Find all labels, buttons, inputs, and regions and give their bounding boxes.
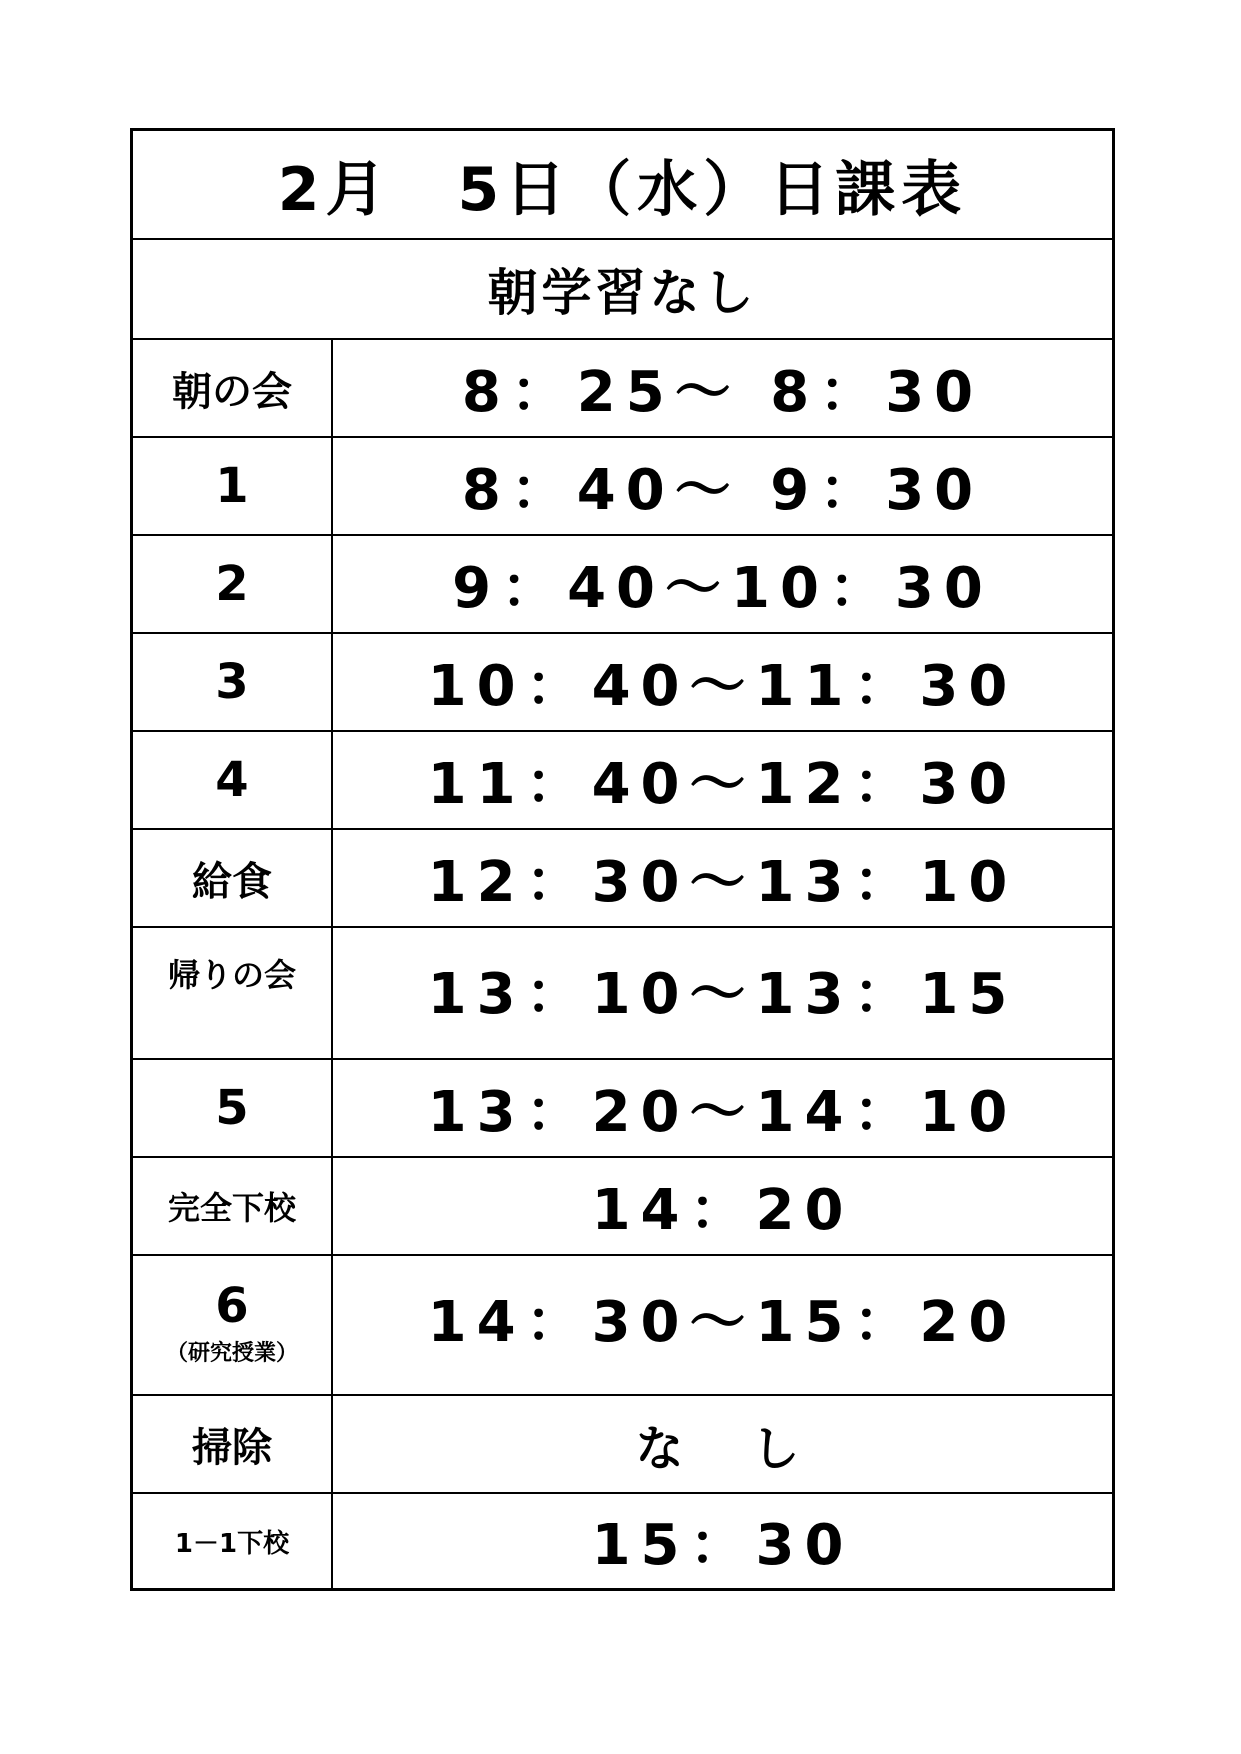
title-cell xyxy=(133,131,1112,238)
subtitle-cell xyxy=(133,240,1112,338)
period-time: 15：30 xyxy=(591,1513,854,1578)
period-label-text: 1 xyxy=(215,458,249,514)
schedule-row xyxy=(133,338,1112,436)
period-label-text: 朝の会 xyxy=(172,368,292,415)
period-label xyxy=(133,1396,333,1492)
schedule-row xyxy=(133,1254,1112,1394)
period-label-text: 1－1下校 xyxy=(174,1528,290,1559)
schedule-row xyxy=(133,534,1112,632)
morning-study-note: 朝学習なし xyxy=(487,264,758,322)
subtitle-row xyxy=(133,238,1112,338)
period-label-text: 4 xyxy=(215,752,249,808)
period-time: 12：30〜13：10 xyxy=(427,850,1018,915)
schedule-row xyxy=(133,926,1112,1058)
period-label-text: 給食 xyxy=(192,858,272,905)
period-label xyxy=(133,1494,333,1588)
period-time: 8：40〜 9：30 xyxy=(461,458,984,523)
period-time: 14：20 xyxy=(591,1178,854,1243)
period-time: 14：30〜15：20 xyxy=(427,1290,1018,1355)
period-note: （研究授業） xyxy=(165,1341,298,1366)
schedule-row xyxy=(133,1058,1112,1156)
period-label xyxy=(133,928,333,1058)
period-time: 13：20〜14：10 xyxy=(427,1080,1018,1145)
schedule-row xyxy=(133,1492,1112,1588)
period-label xyxy=(133,634,333,730)
schedule-row xyxy=(133,1394,1112,1492)
period-label-text: 完全下校 xyxy=(167,1189,296,1227)
period-label-text: 帰りの会 xyxy=(167,956,296,994)
schedule-row xyxy=(133,632,1112,730)
period-label xyxy=(133,1256,333,1394)
period-label xyxy=(133,340,333,436)
period-time: 8：25〜 8：30 xyxy=(461,360,984,425)
period-label-text: 6 xyxy=(215,1278,249,1334)
title-row xyxy=(133,131,1112,238)
schedule-row xyxy=(133,730,1112,828)
period-label xyxy=(133,536,333,632)
period-label xyxy=(133,1060,333,1156)
period-time: 10：40〜11：30 xyxy=(427,654,1018,719)
period-label-text: 2 xyxy=(215,556,249,612)
schedule-row xyxy=(133,1156,1112,1254)
period-time: 11：40〜12：30 xyxy=(427,752,1018,817)
period-time: 9：40〜10：30 xyxy=(452,556,993,621)
period-label xyxy=(133,438,333,534)
schedule-table xyxy=(130,128,1115,1591)
period-label-text: 3 xyxy=(215,654,249,710)
period-time: 13：10〜13：15 xyxy=(427,962,1018,1027)
period-label-text: 掃除 xyxy=(192,1424,272,1471)
schedule-row xyxy=(133,436,1112,534)
period-label xyxy=(133,732,333,828)
period-time: な し xyxy=(635,1420,810,1477)
period-label-text: 5 xyxy=(215,1080,249,1136)
schedule-row xyxy=(133,828,1112,926)
period-label xyxy=(133,830,333,926)
period-label xyxy=(133,1158,333,1254)
page-title: 2月 5日（水）日課表 xyxy=(277,154,968,225)
